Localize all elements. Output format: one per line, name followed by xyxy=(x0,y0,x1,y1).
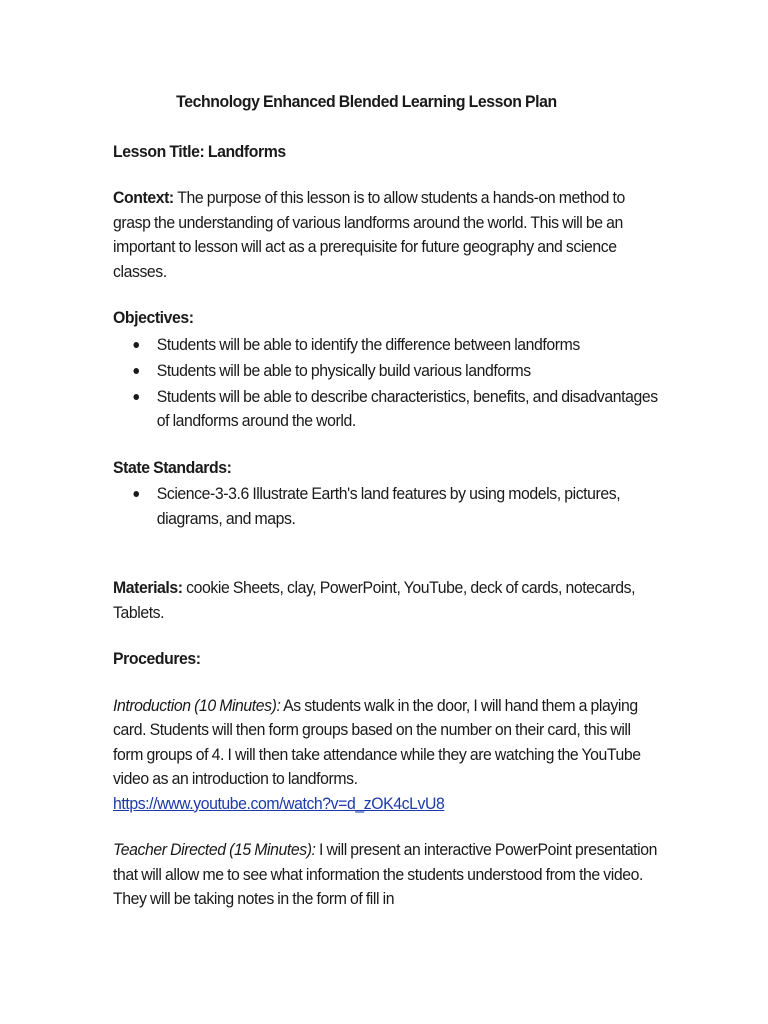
state-standards-list xyxy=(113,482,658,531)
teacher-directed-paragraph xyxy=(113,838,658,912)
materials-paragraph xyxy=(113,576,658,625)
objectives-label: Objectives: xyxy=(113,308,194,327)
document-page xyxy=(113,90,658,934)
youtube-link[interactable]: https://www.youtube.com/watch?v=d_zOK4cLvU8 xyxy=(113,793,445,813)
introduction-text: As students walk in the door, I will hand them a playing card. Students will then form groups based on the number on their card, this will form groups of 4. I will then take attendance while they are watching the YouTube video as an introduction to landforms. xyxy=(113,695,641,788)
objectives-list xyxy=(113,333,658,434)
lesson-title: Lesson Title: Landforms xyxy=(113,141,286,161)
procedures-label: Procedures: xyxy=(113,649,201,668)
list-item: Students will be able to identify the difference between landforms xyxy=(157,333,658,358)
introduction-paragraph xyxy=(113,694,658,817)
list-item: Students will be able to physically build various landforms xyxy=(157,359,658,384)
context-text: The purpose of this lesson is to allow students a hands-on method to grasp the understanding of various landforms around the world. This will be an important to lesson will act as a prerequisite for future geography and science classes. xyxy=(113,188,625,281)
materials-text: cookie Sheets, clay, PowerPoint, YouTube, deck of cards, notecards, Tablets. xyxy=(113,578,636,622)
document-title: Technology Enhanced Blended Learning Lesson Plan xyxy=(176,92,557,111)
list-item: Students will be able to describe characteristics, benefits, and disadvantages of landforms around the world. xyxy=(157,385,658,434)
teacher-directed-label: Teacher Directed (15 Minutes): xyxy=(113,840,316,859)
list-item: Science-3-3.6 Illustrate Earth's land features by using models, pictures, diagrams, and maps. xyxy=(157,482,658,531)
teacher-directed-text: I will present an interactive PowerPoint presentation that will allow me to see what information the students understood from the video. They will be taking notes in the form of fill in xyxy=(113,840,658,908)
state-standards-label: State Standards: xyxy=(113,457,232,477)
materials-label: Materials: xyxy=(113,578,187,597)
context-paragraph xyxy=(113,186,658,284)
introduction-label: Introduction (10 Minutes): xyxy=(113,695,281,715)
state-standards-section xyxy=(113,456,658,532)
context-label: Context: xyxy=(113,188,178,207)
objectives-section xyxy=(113,306,658,434)
